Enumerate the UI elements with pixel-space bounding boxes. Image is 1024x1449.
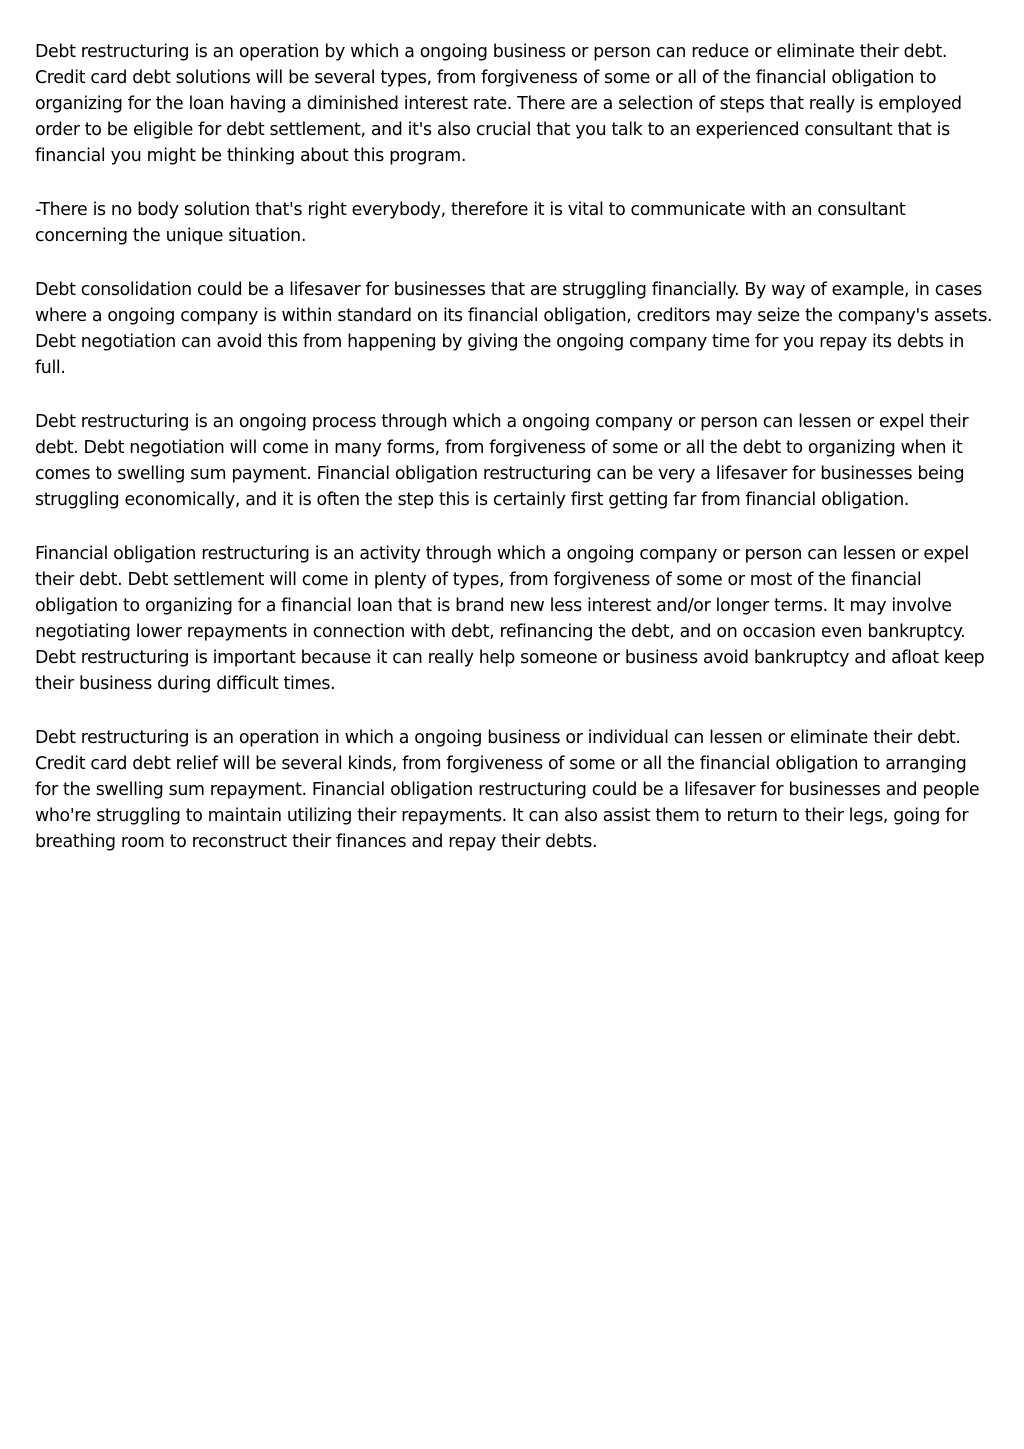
paragraph-2: -There is no body solution that's right everybody, therefore it is vital to communicate with an consultant concerning the unique situation. [35,200,906,246]
paragraph-4: Debt restructuring is an ongoing process through which a ongoing company or person can lessen or expel their debt. Debt negotiation will come in many forms, from forgiveness of some or all the debt to organizing when it comes to swelling sum payment. Financial obligation restructuring can be very a lifesaver for businesses being struggling economically, and it is often the step this is certainly first getting far from financial obligation. [35,412,969,510]
paragraph-5: Financial obligation restructuring is an activity through which a ongoing company or person can lessen or expel their debt. Debt settlement will come in plenty of types, from forgiveness of some or most of the financial obligation to organizing for a financial loan that is brand new less interest and/or longer terms. It may involve negotiating lower repayments in connection with debt, refinancing the debt, and on occasion even bankruptcy. Debt restructuring is important because it can really help someone or business avoid bankruptcy and afloat keep their business during difficult times. [35,544,985,694]
document-body [35,39,993,883]
paragraph-6: Debt restructuring is an operation in which a ongoing business or individual can lessen or eliminate their debt. Credit card debt relief will be several kinds, from forgiveness of some or all the financial obligation to arranging for the swelling sum repayment. Financial obligation restructuring could be a lifesaver for businesses and people who're struggling to maintain utilizing their repayments. It can also assist them to return to their legs, going for breathing room to reconstruct their finances and repay their debts. [35,728,980,852]
paragraph-3: Debt consolidation could be a lifesaver for businesses that are struggling financially. By way of example, in cases where a ongoing company is within standard on its financial obligation, creditors may seize the company's assets. Debt negotiation can avoid this from happening by giving the ongoing company time for you repay its debts in full. [35,280,993,378]
paragraph-1: Debt restructuring is an operation by which a ongoing business or person can reduce or eliminate their debt. Credit card debt solutions will be several types, from forgiveness of some or all of the financial obligation to organizing for the loan having a diminished interest rate. There are a selection of steps that really is employed order to be eligible for debt settlement, and it's also crucial that you talk to an experienced consultant that is financial you might be thinking about this program. [35,42,962,166]
